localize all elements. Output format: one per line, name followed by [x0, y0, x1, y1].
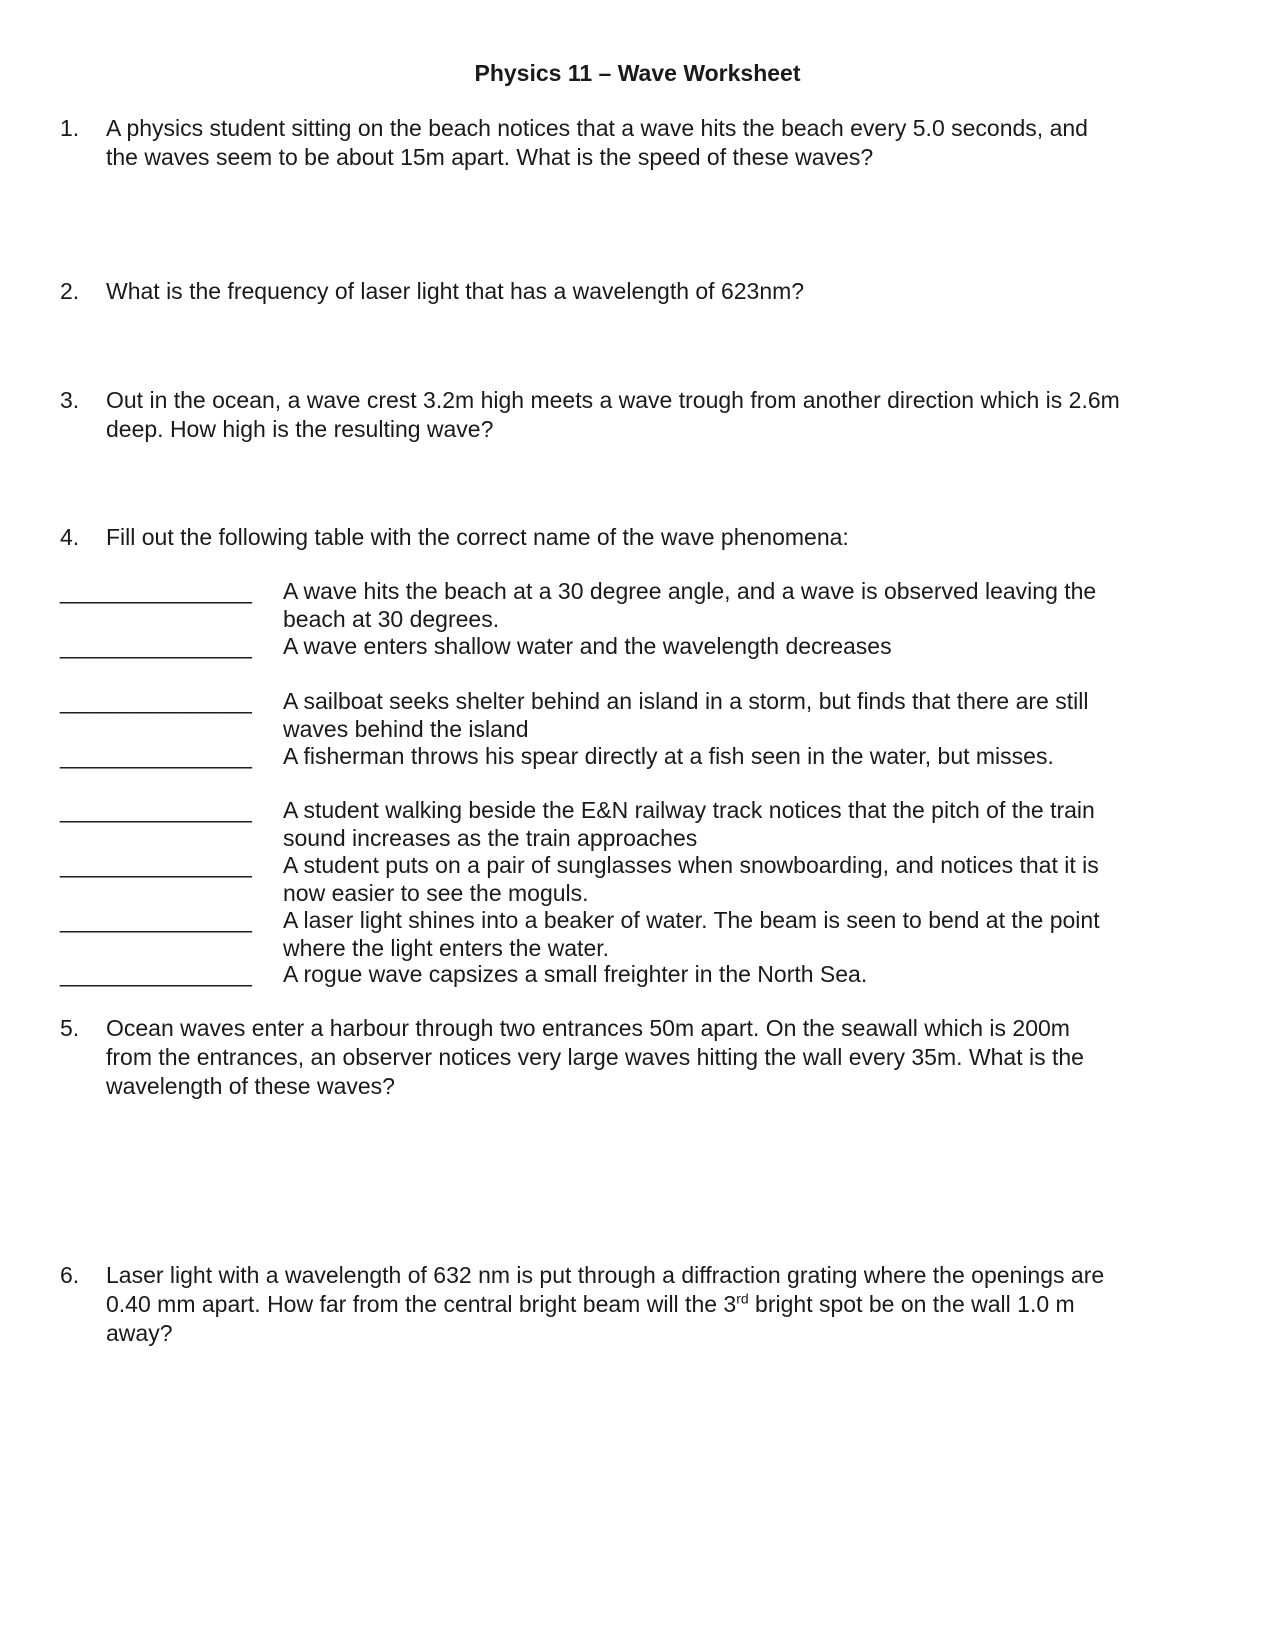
question-number: 3. [60, 387, 80, 413]
phenomena-description: A rogue wave capsizes a small freighter in the North Sea. [283, 961, 868, 987]
phenomena-description: A sailboat seeks shelter behind an island in a storm, but finds that there are still waves behind the island [283, 688, 1089, 742]
question-text: Ocean waves enter a harbour through two entrances 50m apart. On the seawall which is 200m from the entrances, an observer notices very large waves hitting the wall every 35m. What is the wavelength of these waves? [106, 1015, 1084, 1099]
phenomena-description: A student walking beside the E&N railway track notices that the pitch of the train sound increases as the train approaches [283, 797, 1095, 851]
answer-blank[interactable]: _______________ [60, 633, 252, 659]
phenomena-description: A student puts on a pair of sunglasses when snowboarding, and notices that it is now easier to see the moguls. [283, 852, 1099, 906]
phenomena-description: A laser light shines into a beaker of water. The beam is seen to bend at the point where the light enters the water. [283, 907, 1100, 961]
question-text [106, 1261, 1236, 1348]
answer-blank[interactable]: _______________ [60, 852, 252, 878]
question-text: Out in the ocean, a wave crest 3.2m high meets a wave trough from another direction which is 2.6m deep. How high is the resulting wave? [106, 387, 1120, 442]
question-line-part: bright spot be on the wall 1.0 m [748, 1291, 1075, 1317]
phenomena-description: A wave enters shallow water and the wavelength decreases [283, 633, 892, 659]
question-number: 1. [60, 115, 80, 141]
answer-blank[interactable]: _______________ [60, 907, 252, 933]
answer-blank[interactable]: _______________ [60, 578, 252, 604]
question-line [106, 1290, 1236, 1319]
answer-blank[interactable]: _______________ [60, 688, 252, 714]
question-number: 5. [60, 1015, 80, 1041]
answer-blank[interactable]: _______________ [60, 961, 252, 987]
question-number: 4. [60, 524, 80, 550]
question-line: away? [106, 1320, 173, 1346]
question-line: Laser light with a wavelength of 632 nm is put through a diffraction grating where the openings are [106, 1262, 1105, 1288]
ordinal-superscript: rd [736, 1290, 749, 1307]
phenomena-description: A wave hits the beach at a 30 degree angle, and a wave is observed leaving the beach at 30 degrees. [283, 578, 1097, 632]
question-text: Fill out the following table with the correct name of the wave phenomena: [106, 524, 849, 550]
question-line-part: 0.40 mm apart. How far from the central bright beam will the 3 [106, 1291, 737, 1317]
question-number: 2. [60, 278, 80, 304]
question-text: A physics student sitting on the beach notices that a wave hits the beach every 5.0 seconds, and the waves seem to be about 15m apart. What is the speed of these waves? [106, 115, 1088, 170]
answer-blank[interactable]: _______________ [60, 743, 252, 769]
answer-blank[interactable]: _______________ [60, 797, 252, 823]
question-text: What is the frequency of laser light that has a wavelength of 623nm? [106, 278, 805, 304]
question-number: 6. [60, 1262, 80, 1288]
worksheet-title: Physics 11 – Wave Worksheet [474, 60, 801, 86]
phenomena-description: A fisherman throws his spear directly at a fish seen in the water, but misses. [283, 743, 1054, 769]
